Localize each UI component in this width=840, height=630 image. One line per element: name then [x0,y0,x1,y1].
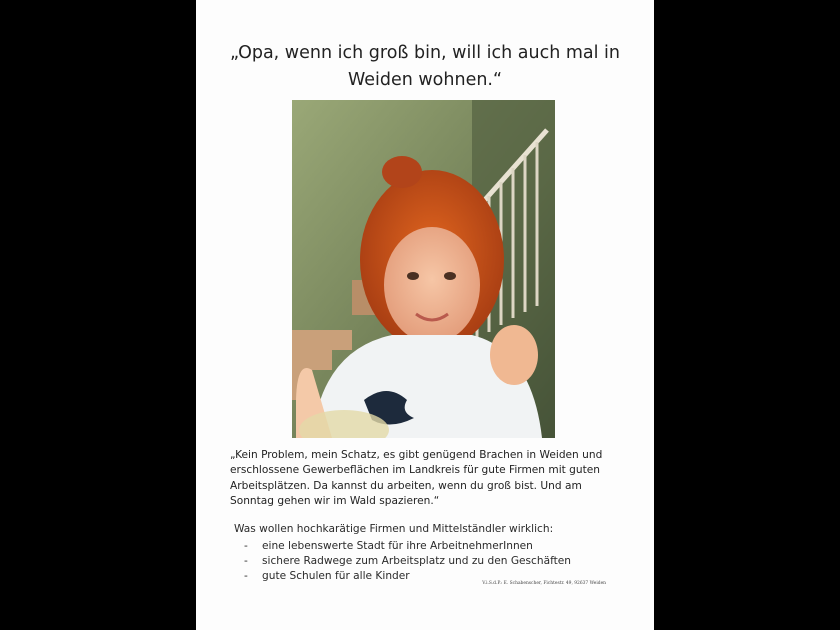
headline-quote: „Opa, wenn ich groß bin, will ich auch mal in Weiden wohnen.“ [229,43,621,90]
photo-child-on-staircase-icon [292,100,555,438]
bullet-marker: - [244,570,248,583]
bullet-marker: - [244,555,248,568]
list-item: - gute Schulen für alle Kinder [244,569,571,584]
bullet-list [244,539,571,585]
flyer-page [196,0,654,630]
list-item: - eine lebenswerte Stadt für ihre ArbeitnehmerInnen [244,539,571,554]
list-item: - sichere Radwege zum Arbeitsplatz und zu den Geschäften [244,554,571,569]
grandpa-answer: „Kein Problem, mein Schatz, es gibt genügend Brachen in Weiden und erschlossene Gewerbeflächen im Landkreis für gute Firmen mit guten Arbeitsplätzen. Da kannst du arbeiten, wenn du groß bist. Und am Sonntag gehen wir im Wald spazieren.“ [230,449,603,508]
question-line: Was wollen hochkarätige Firmen und Mittelständler wirklich: [234,523,554,535]
child-photo [292,100,555,438]
imprint: V.i.S.d.P.: E. Schabenscher, Fichtestr. 49, 92637 Weiden [482,581,606,586]
bullet-marker: - [244,540,248,552]
